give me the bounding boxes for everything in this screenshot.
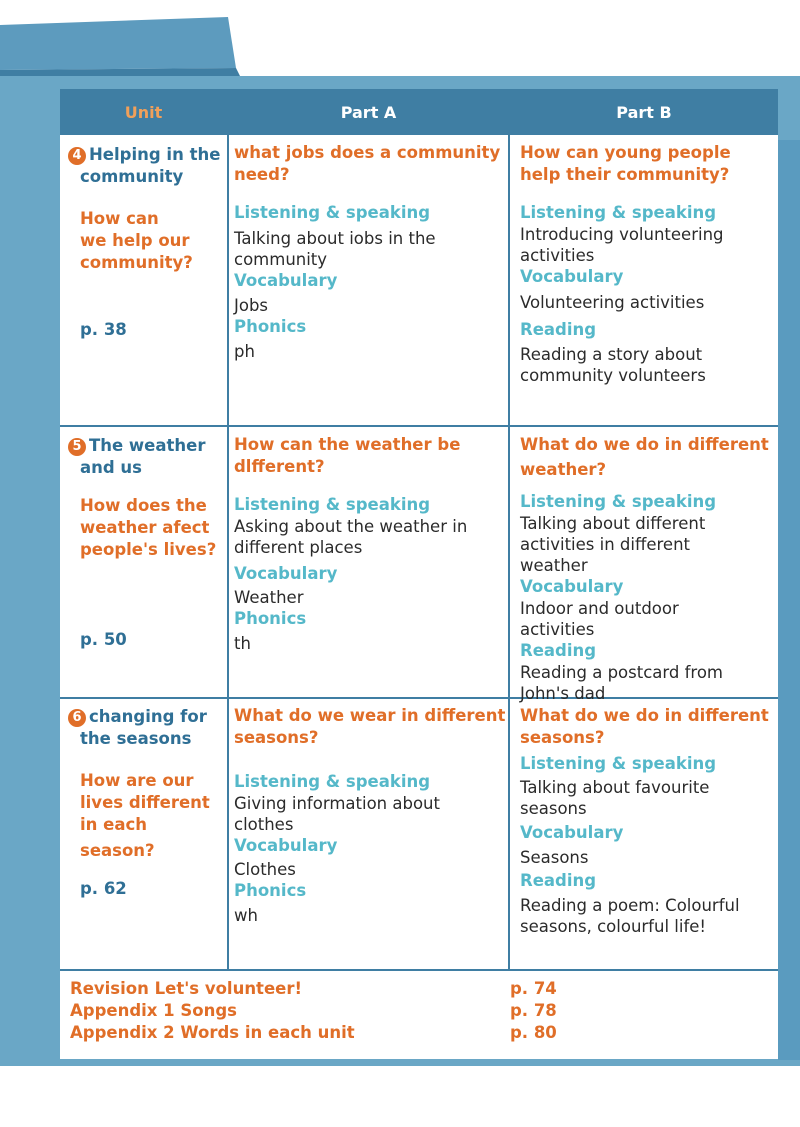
part-a-question: dlfferent? [234, 457, 325, 476]
part-b-question: help their community? [520, 165, 730, 184]
part-b-question: seasons? [520, 728, 605, 747]
unit-title: the seasons [80, 729, 192, 748]
vocabulary-label: Vocabulary [520, 577, 624, 596]
listening-text: different places [234, 538, 363, 557]
part-a-question: need? [234, 165, 290, 184]
revision-link[interactable]: Revision Let's volunteer! [70, 979, 302, 998]
unit-question: in each [80, 815, 147, 834]
vocabulary-text: Volunteering activities [520, 293, 705, 312]
phonics-label: Phonics [234, 317, 307, 336]
vocabulary-label: Vocabulary [234, 271, 338, 290]
part-a-question: How can the weather be [234, 435, 461, 454]
unit-question: lives different [80, 793, 210, 812]
listening-text: Talking about different [520, 514, 706, 533]
listening-text: activities [520, 246, 595, 265]
unit-question: we help our [80, 231, 190, 250]
row-divider [60, 425, 778, 427]
header-unit: Unit [60, 89, 227, 135]
appendix-2-link[interactable]: Appendix 2 Words in each unit [70, 1023, 355, 1042]
unit-4-part-b [520, 142, 778, 386]
unit-number-badge: 5 [68, 438, 86, 456]
listening-label: Listening & speaking [520, 203, 717, 222]
unit-page: p. 38 [80, 320, 127, 339]
revision-page: p. 74 [510, 979, 557, 998]
unit-title: The weather [89, 436, 206, 455]
unit-number-badge: 6 [68, 709, 86, 727]
vocabulary-text: Weather [234, 588, 304, 607]
vocabulary-text: Seasons [520, 848, 589, 867]
listening-text: Introducing volunteering [520, 225, 724, 244]
listening-text: activities in different [520, 535, 690, 554]
phonics-text: ph [234, 342, 255, 361]
vocabulary-text: Clothes [234, 860, 296, 879]
unit-title: and us [80, 458, 143, 477]
appendix-1-link[interactable]: Appendix 1 Songs [70, 1001, 238, 1020]
listening-label: Listening & speaking [520, 492, 717, 511]
reading-label: Reading [520, 320, 597, 339]
appendix-section [60, 969, 778, 1059]
unit-question: How does the [80, 496, 207, 515]
listening-text: seasons [520, 799, 587, 818]
unit-6-part-a [234, 705, 506, 926]
header-part-b: Part B [510, 89, 778, 135]
part-a-question: what jobs does a community [234, 143, 501, 162]
reading-text: John's dad [520, 684, 606, 703]
vocabulary-label: Vocabulary [520, 267, 624, 286]
listening-label: Listening & speaking [234, 495, 431, 514]
listening-text: Talking about iobs in the [234, 229, 436, 248]
phonics-label: Phonics [234, 609, 307, 628]
unit-title: changing for [89, 707, 207, 726]
listening-label: Listening & speaking [234, 772, 431, 791]
vocabulary-text: Indoor and outdoor [520, 599, 679, 618]
unit-question: people's lives? [80, 540, 217, 559]
listening-text: Talking about favourite [520, 778, 710, 797]
part-b-question: What do we do in different [520, 706, 769, 725]
unit-question: How are our [80, 771, 194, 790]
listening-label: Listening & speaking [234, 203, 431, 222]
reading-text: Reading a story about [520, 345, 703, 364]
listening-label: Listening & speaking [520, 754, 717, 773]
appendix-1-page: p. 78 [510, 1001, 557, 1020]
part-b-question: What do we do in different [520, 435, 769, 454]
unit-title: Helping in the [89, 145, 221, 164]
vocabulary-text: Jobs [234, 296, 269, 315]
listening-text: Giving information about [234, 794, 440, 813]
appendix-2-page: p. 80 [510, 1023, 557, 1042]
unit-page: p. 50 [80, 630, 127, 649]
unit-5-part-a [234, 434, 506, 654]
phonics-text: th [234, 634, 251, 653]
listening-text: Asking about the weather in [234, 517, 468, 536]
reading-text: community volunteers [520, 366, 706, 385]
contents-table [60, 89, 778, 969]
reading-text: Reading a poem: Colourful [520, 896, 740, 915]
reading-label: Reading [520, 871, 597, 890]
part-b-question: How can young people [520, 143, 731, 162]
unit-number-badge: 4 [68, 147, 86, 165]
phonics-text: wh [234, 906, 258, 925]
unit-question: How can [80, 209, 159, 228]
unit-6-part-b [520, 705, 778, 937]
column-divider [508, 89, 510, 969]
unit-5-cell [68, 435, 228, 651]
header-part-a: Part A [229, 89, 508, 135]
part-b-question: weather? [520, 460, 607, 479]
vocabulary-label: Vocabulary [234, 836, 338, 855]
unit-4-part-a [234, 142, 506, 362]
reading-text: seasons, colourful life! [520, 917, 707, 936]
part-a-question: What do we wear in different [234, 706, 506, 725]
unit-title: community [80, 167, 184, 186]
reading-label: Reading [520, 641, 597, 660]
vocabulary-label: Vocabulary [234, 564, 338, 583]
phonics-label: Phonics [234, 881, 307, 900]
unit-6-cell [68, 706, 228, 900]
unit-4-cell [68, 144, 228, 341]
unit-question: season? [80, 841, 155, 860]
vocabulary-label: Vocabulary [520, 823, 624, 842]
unit-5-part-b [520, 434, 778, 704]
reading-text: Reading a postcard from [520, 663, 724, 682]
listening-text: community [234, 250, 328, 269]
listening-text: weather [520, 556, 588, 575]
unit-question: weather afect [80, 518, 210, 537]
vocabulary-text: activities [520, 620, 595, 639]
unit-page: p. 62 [80, 879, 127, 898]
unit-question: community? [80, 253, 193, 272]
part-a-question: seasons? [234, 728, 319, 747]
listening-text: clothes [234, 815, 294, 834]
